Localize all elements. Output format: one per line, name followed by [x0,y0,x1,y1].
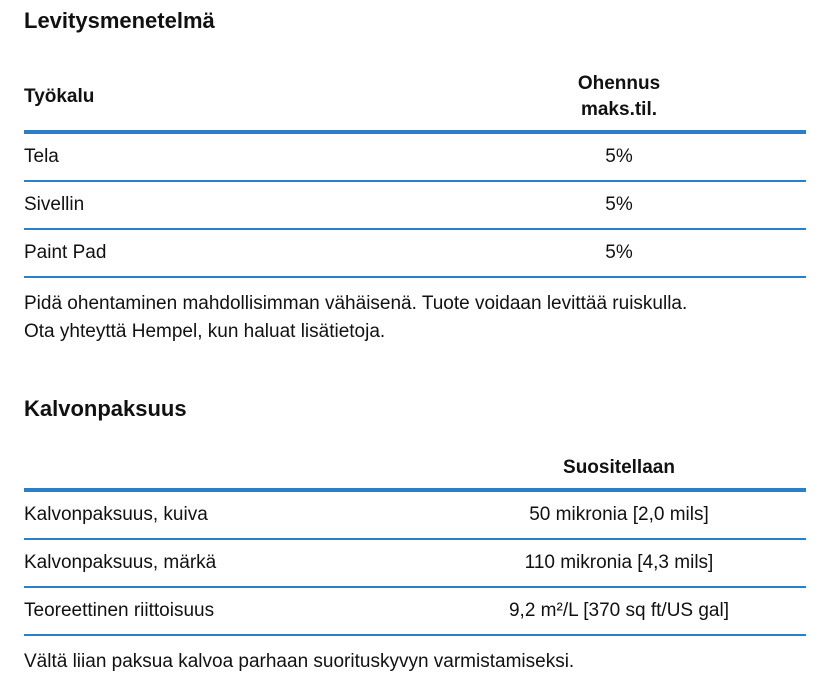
table-row [24,539,806,587]
table-row [24,132,806,181]
table-header-row [24,448,806,490]
header-thinning-line2: maks.til. [580,99,658,120]
cell-thinning: 5% [605,194,633,215]
cell-tool: Sivellin [24,194,85,215]
cell-value: 50 mikronia [2,0 mils] [529,504,709,525]
table-row [24,490,806,539]
header-property [24,448,432,490]
section-title-film-thickness: Kalvonpaksuus [24,396,187,421]
cell-property: Kalvonpaksuus, märkä [24,552,217,573]
section-title-application-method: Levitysmenetelmä [24,8,215,33]
header-recommended: Suositellaan [563,457,675,478]
cell-property: Teoreettinen riittoisuus [24,600,215,621]
cell-thinning: 5% [605,242,633,263]
table-row [24,587,806,635]
table-row [24,229,806,277]
cell-tool: Paint Pad [24,242,107,263]
application-method-table [24,64,806,278]
header-tool: Työkalu [24,86,95,107]
cell-tool: Tela [24,146,59,167]
header-thinning-line1: Ohennus [577,73,661,94]
film-thickness-table [24,448,806,636]
cell-value: 110 mikronia [4,3 mils] [524,552,714,573]
table-header-row [24,64,806,132]
application-method-note [24,290,814,346]
header-thinning [432,64,806,132]
cell-value: 9,2 m²/L [370 sq ft/US gal] [508,600,729,621]
note-line-1: Pidä ohentaminen mahdollisimman vähäisenä. Tuote voidaan levittää ruiskulla. [24,293,688,314]
cell-property: Kalvonpaksuus, kuiva [24,504,208,525]
film-thickness-note: Vältä liian paksua kalvoa parhaan suorituskyvyn varmistamiseksi. [24,651,575,672]
note-line-2: Ota yhteyttä Hempel, kun haluat lisätietoja. [24,321,386,342]
cell-thinning: 5% [605,146,633,167]
table-row [24,181,806,229]
